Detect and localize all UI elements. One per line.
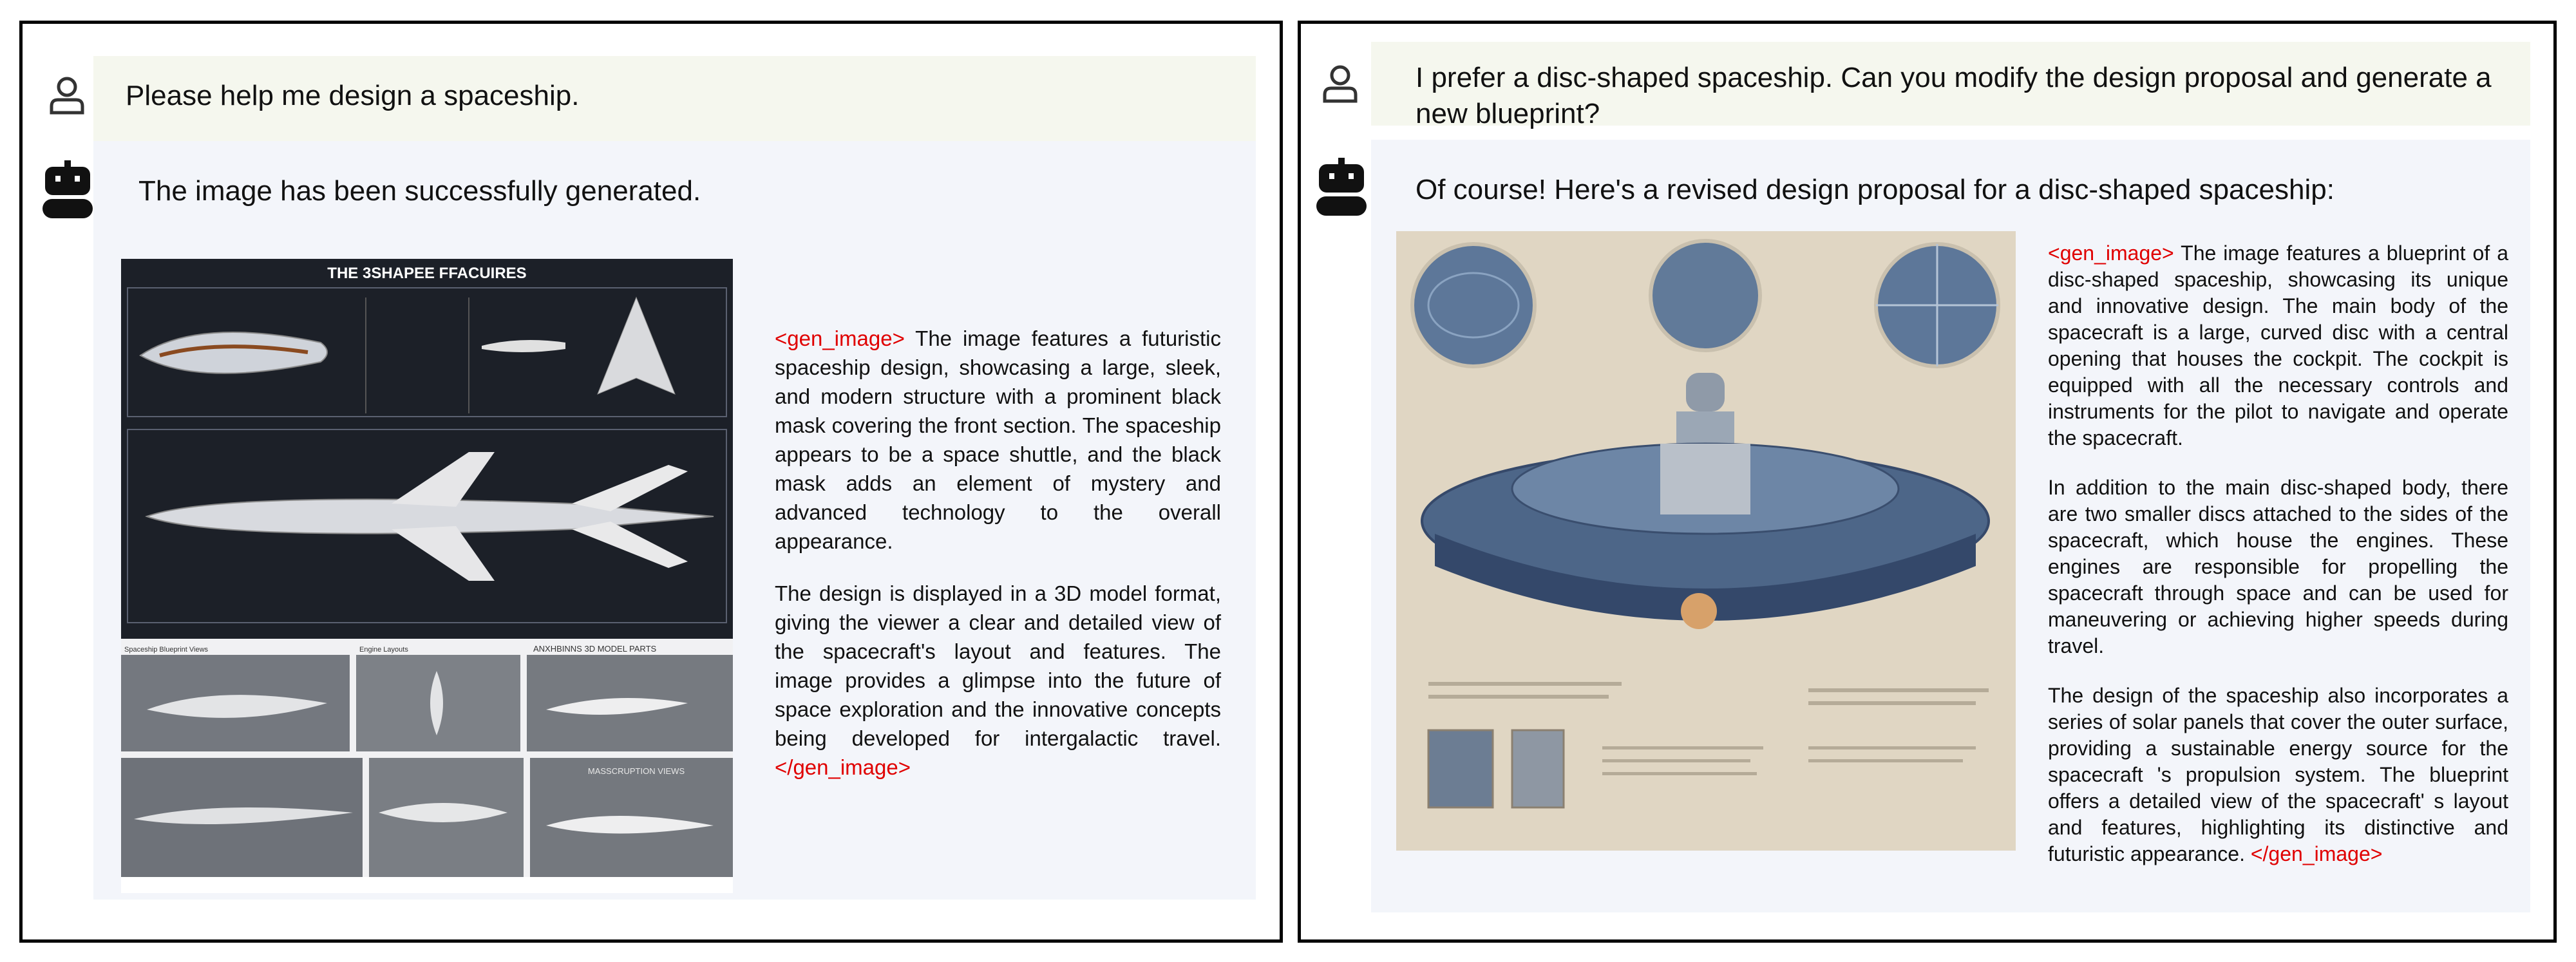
- gen-image-close-tag: </gen_image>: [775, 755, 911, 779]
- robot-avatar-icon: [1314, 156, 1369, 218]
- description-paragraph-1: <gen_image> The image features a futuristic spaceship design, showcasing a large, sleek, and modern structure with a prominent black mask covering the front section. The spaceship appears to be a space shuttle, and the black mask adds an element of mystery and advanced technology to the overall appearance.: [775, 326, 1222, 553]
- bot-message: Of course! Here's a revised design proposal for a disc-shaped spaceship:: [1416, 174, 2334, 205]
- user-message: I prefer a disc-shaped spaceship. Can you modify the design proposal and generate a new blueprint?: [1416, 62, 2492, 129]
- description-paragraph-3: The design of the spaceship also incorporates a series of solar panels that cover the outer surface, providing a sustainable energy source for the spacecraft 's propulsion system. The blueprint offers a detailed view of the spacecraft' s layout and features, highlighting its distinctive and futuristic appearance. </gen_image>: [2048, 684, 2508, 865]
- image-bottom-label: MASSCRUPTION VIEWS: [587, 766, 685, 776]
- user-avatar-icon: [1317, 61, 1363, 108]
- image-row-label-1: Spaceship Blueprint Views: [124, 646, 209, 654]
- image-title: THE 3SHAPEE FFACUIRES: [327, 265, 527, 282]
- bot-message: The image has been successfully generated.: [138, 175, 701, 207]
- gen-image-open-tag: <gen_image>: [2048, 241, 2174, 265]
- generated-spaceship-image: [121, 259, 733, 893]
- generated-disc-spaceship-image: [1396, 231, 2016, 851]
- description-paragraph-1: <gen_image> The image features a blueprint of a disc-shaped spaceship, showcasing its unique and innovative design. The main body of the spacecraft is a large, curved disc with a central opening that houses the cockpit. The cockpit is equipped with all the necessary controls and instruments for the pilot to navigate and operate the spacecraft.: [2048, 241, 2509, 449]
- description-paragraph-2: In addition to the main disc-shaped body, there are two smaller discs attached to the sides of the spacecraft, which house the engines. These engines are responsible for propelling the spacecraft through space and can be used for maneuvering or achieving higher speeds during travel.: [2048, 476, 2508, 657]
- image-row-label-3: ANXHBINNS 3D MODEL PARTS: [533, 644, 657, 654]
- gen-image-open-tag: <gen_image>: [775, 326, 905, 350]
- image-description: [2048, 240, 2508, 891]
- robot-avatar-icon: [40, 159, 95, 221]
- description-paragraph-2: The design is displayed in a 3D model format, giving the viewer a clear and detailed view of the spacecraft's layout and features. The image provides a glimpse into the future of space exploration and the innovative concepts being developed for intergalactic travel. </gen_image>: [775, 581, 1221, 779]
- image-row-label-2: Engine Layouts: [359, 646, 408, 654]
- user-avatar-icon: [44, 73, 90, 119]
- image-description: [775, 324, 1221, 805]
- chat-panel-left: [19, 21, 1283, 943]
- gen-image-close-tag: </gen_image>: [2250, 842, 2383, 865]
- chat-panel-right: [1298, 21, 2557, 943]
- user-message: Please help me design a spaceship.: [126, 80, 580, 111]
